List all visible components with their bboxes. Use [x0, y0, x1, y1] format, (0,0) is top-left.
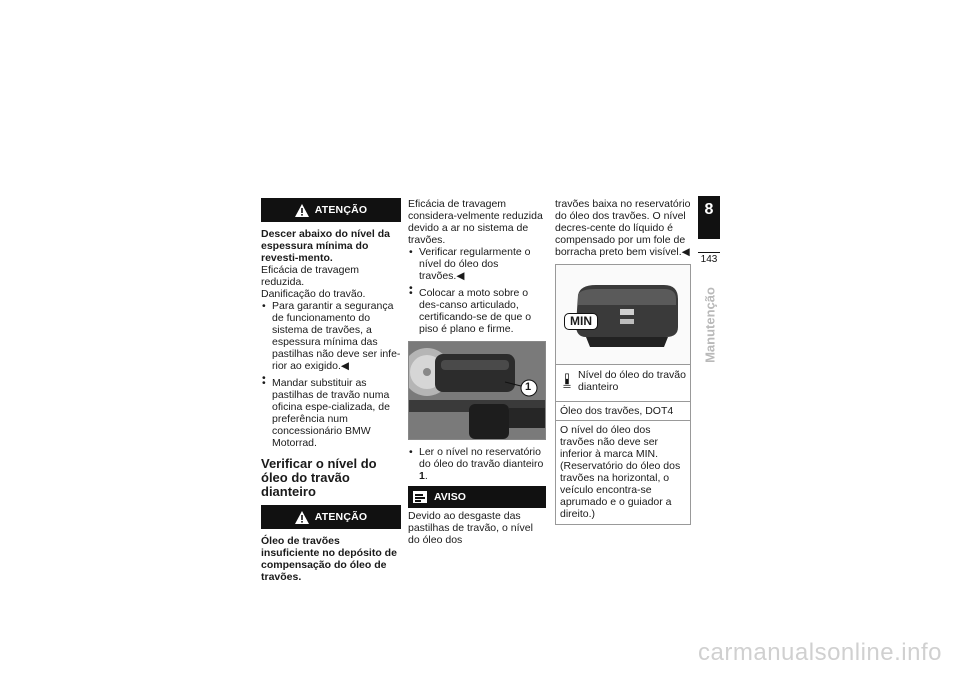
warning-triangle-icon [295, 204, 309, 217]
spec-box [555, 365, 691, 525]
min-label: MIN [570, 314, 592, 328]
bullet-item [408, 446, 546, 482]
bullet-item: • Para garantir a segurança de funcionamento do sistema de travões, a espessura mínima das pastilhas não deve ser infe-rior ao exigido.◀ [261, 300, 401, 372]
spec-header [556, 365, 690, 402]
spec-note: O nível do óleo dos travões não deve ser inferior à marca MIN. (Reservatório do óleo dos travões na horizontal, o veículo encontra-se aprumado e o guiador a direito.) [560, 424, 681, 520]
column-2 [408, 198, 546, 546]
spec-title: Nível do óleo do travão dianteiro [578, 369, 686, 393]
warning-label: ATENÇÃO [314, 511, 368, 523]
watermark: carmanualsonline.info [698, 639, 942, 666]
paragraph: Eficácia de travagem considera-velmente reduzida devido a ar no sistema de travões. [408, 198, 543, 246]
oil-level-icon [562, 369, 572, 393]
bullet-item: • Mandar substituir as pastilhas de travão numa oficina espe-cializada, de preferência num concessionário BMW Motorrad. [261, 377, 401, 449]
bullet-list [261, 300, 401, 449]
section-label: Manutenção [702, 287, 718, 363]
text-line: Danificação do travão. [261, 288, 366, 300]
notice-text: Devido ao desgaste das pastilhas de travão, o nível do óleo dos [408, 510, 533, 546]
handlebar-reservoir-photo [408, 341, 546, 440]
chapter-number: 8 [704, 201, 714, 218]
page-number: 143 [700, 254, 718, 265]
callout-number: 1 [525, 381, 532, 393]
reservoir-photo [555, 264, 691, 365]
bullet-text: Ler o nível no reservatório do óleo do travão dianteiro [419, 446, 544, 470]
paragraph: travões baixa no reservatório do óleo dos travões. O nível decres-cente do líquido é compensado por um fole de borracha preto bem visível.◀ [555, 198, 691, 258]
bullet-list [408, 446, 546, 482]
page-rule [698, 252, 720, 253]
warning-label: ATENÇÃO [314, 204, 368, 216]
section-heading: Verificar o nível do óleo do travão dianteiro [261, 456, 377, 499]
bullet-item: • Colocar a moto sobre o des-canso articulado, certificando-se de que o piso é plano e firme. [408, 287, 546, 335]
column-1 [261, 198, 401, 583]
warning-title: Descer abaixo do nível da espessura mínima do revesti-mento. [261, 228, 390, 264]
bullet-list [408, 246, 546, 335]
column-3 [555, 198, 691, 525]
warning-triangle-icon [295, 511, 309, 524]
notice-label: AVISO [434, 491, 466, 503]
text-line: Eficácia de travagem reduzida. [261, 264, 360, 288]
callout-reference: 1 [419, 470, 425, 482]
warning-title: Óleo de travões insuficiente no depósito de compensação do óleo de travões. [261, 535, 397, 583]
warning-bar [261, 198, 401, 222]
side-label [690, 287, 730, 363]
bullet-item: • Verificar regularmente o nível do óleo dos travões.◀ [408, 246, 546, 282]
min-label-box [564, 313, 598, 330]
spec-value: Óleo dos travões, DOT4 [556, 402, 690, 421]
bullet-text-end: . [424, 470, 428, 482]
chapter-tab [698, 196, 720, 239]
warning-bar [261, 505, 401, 529]
notice-bar [408, 486, 546, 508]
notice-hand-icon [412, 490, 428, 504]
